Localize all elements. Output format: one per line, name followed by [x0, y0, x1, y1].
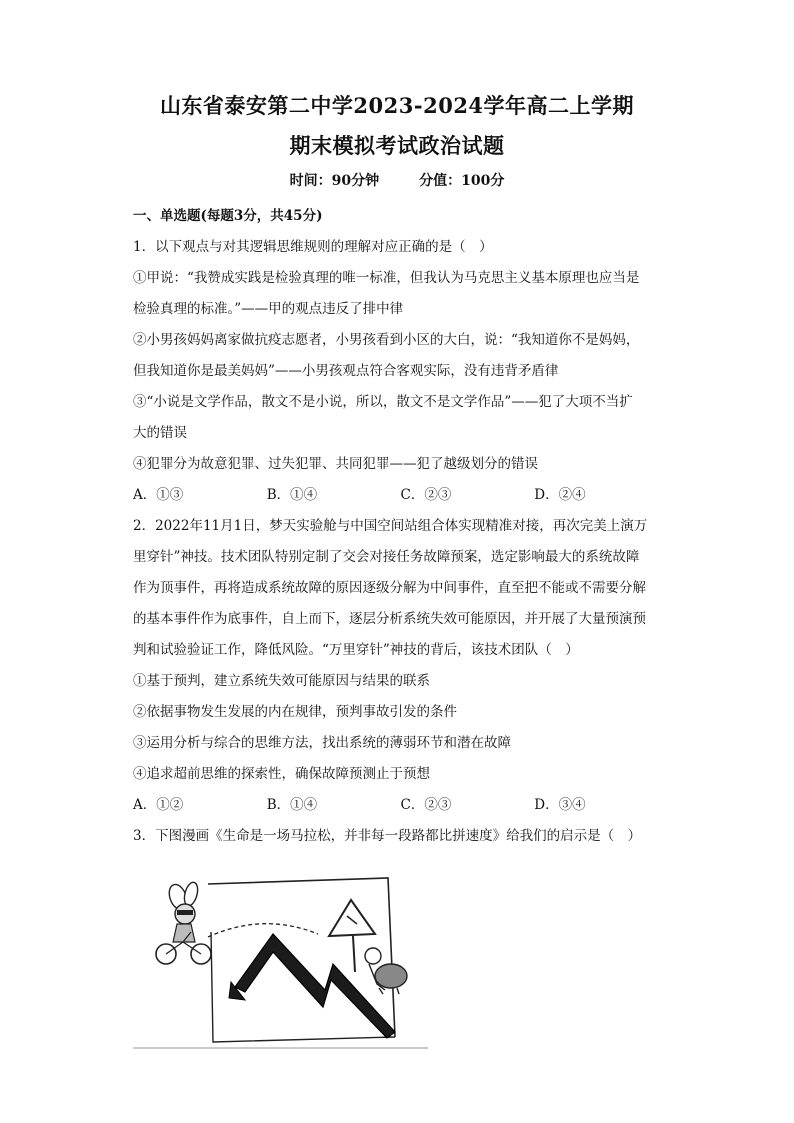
rabbit-on-bicycle-icon	[156, 881, 211, 964]
question-line: ④追求超前思维的探索性，确保故障预测止于预想	[133, 766, 430, 782]
answer-options	[133, 480, 668, 511]
option-b[interactable]: B．①④	[266, 487, 318, 503]
question-3	[133, 821, 668, 852]
question-line: ①基于预判，建立系统失效可能原因与结果的联系	[133, 673, 430, 689]
exam-score: 分值：100分	[419, 173, 505, 189]
question-line: 1．以下观点与对其逻辑思维规则的理解对应正确的是（ ）	[133, 239, 493, 255]
exam-title-line2: 期末模拟考试政治试题	[289, 133, 505, 158]
question-line: ②小男孩妈妈离家做抗疫志愿者，小男孩看到小区的大白，说：“我知道你不是妈妈，	[133, 332, 640, 348]
question-line: ①甲说：“我赞成实践是检验真理的唯一标准，但我认为马克思主义基本原理也应当是	[133, 270, 640, 286]
option-b[interactable]: B．①④	[266, 797, 318, 813]
question-line: 大的错误	[133, 425, 187, 441]
option-d[interactable]: D．③④	[534, 797, 586, 813]
jump-trajectory	[208, 924, 318, 937]
question-line: 3．下图漫画《生命是一场马拉松，并非每一段路都比拼速度》给我们的启示是（ ）	[133, 828, 642, 844]
exam-content	[133, 201, 668, 852]
option-a[interactable]: A．①③	[133, 487, 184, 503]
question-1	[133, 232, 668, 511]
option-d[interactable]: D．②④	[534, 487, 586, 503]
option-c[interactable]: C．②③	[400, 797, 452, 813]
question-line: ②依据事物发生发展的内在规律，预判事故引发的条件	[133, 704, 457, 720]
question-line: 但我知道你是最美妈妈”——小男孩观点符合客观实际，没有违背矛盾律	[133, 363, 559, 379]
question-line: 判和试验验证工作，降低风险。“万里穿针”神技的背后，该技术团队（ ）	[133, 642, 579, 658]
option-c[interactable]: C．②③	[400, 487, 452, 503]
exam-meta	[0, 170, 794, 190]
turtle-icon	[365, 948, 407, 994]
exam-title-line1: 山东省泰安第二中学2023-2024学年高二上学期	[159, 93, 635, 118]
question-line: 作为顶事件，再将造成系统故障的原因逐级分解为中间事件，直至把不能或不需要分解	[133, 580, 646, 596]
question-line: ③“小说是文学作品，散文不是小说，所以，散文不是文学作品”——犯了大项不当扩	[133, 394, 633, 410]
question-line: 的基本事件作为底事件，自上而下，逐层分析系统失效可能原因，并开展了大量预演预	[133, 611, 646, 627]
exam-time: 时间：90分钟	[289, 173, 380, 189]
cartoon-illustration	[133, 872, 433, 1050]
question-line: ④犯罪分为故意犯罪、过失犯罪、共同犯罪——犯了越级划分的错误	[133, 456, 538, 472]
answer-options	[133, 790, 668, 821]
question-line: 里穿针”神技。技术团队特别定制了交会对接任务故障预案，选定影响最大的系统故障	[133, 549, 640, 565]
question-line: 检验真理的标准。”——甲的观点违反了排中律	[133, 301, 404, 317]
question-2	[133, 511, 668, 821]
section-header: 一、单选题(每题3分，共45分)	[133, 208, 323, 224]
option-a[interactable]: A．①②	[133, 797, 184, 813]
question-line: 2．2022年11月1日，梦天实验舱与中国空间站组合体实现精准对接，再次完美上演万	[133, 518, 648, 534]
question-line: ③运用分析与综合的思维方法，找出系统的薄弱环节和潜在故障	[133, 735, 511, 751]
